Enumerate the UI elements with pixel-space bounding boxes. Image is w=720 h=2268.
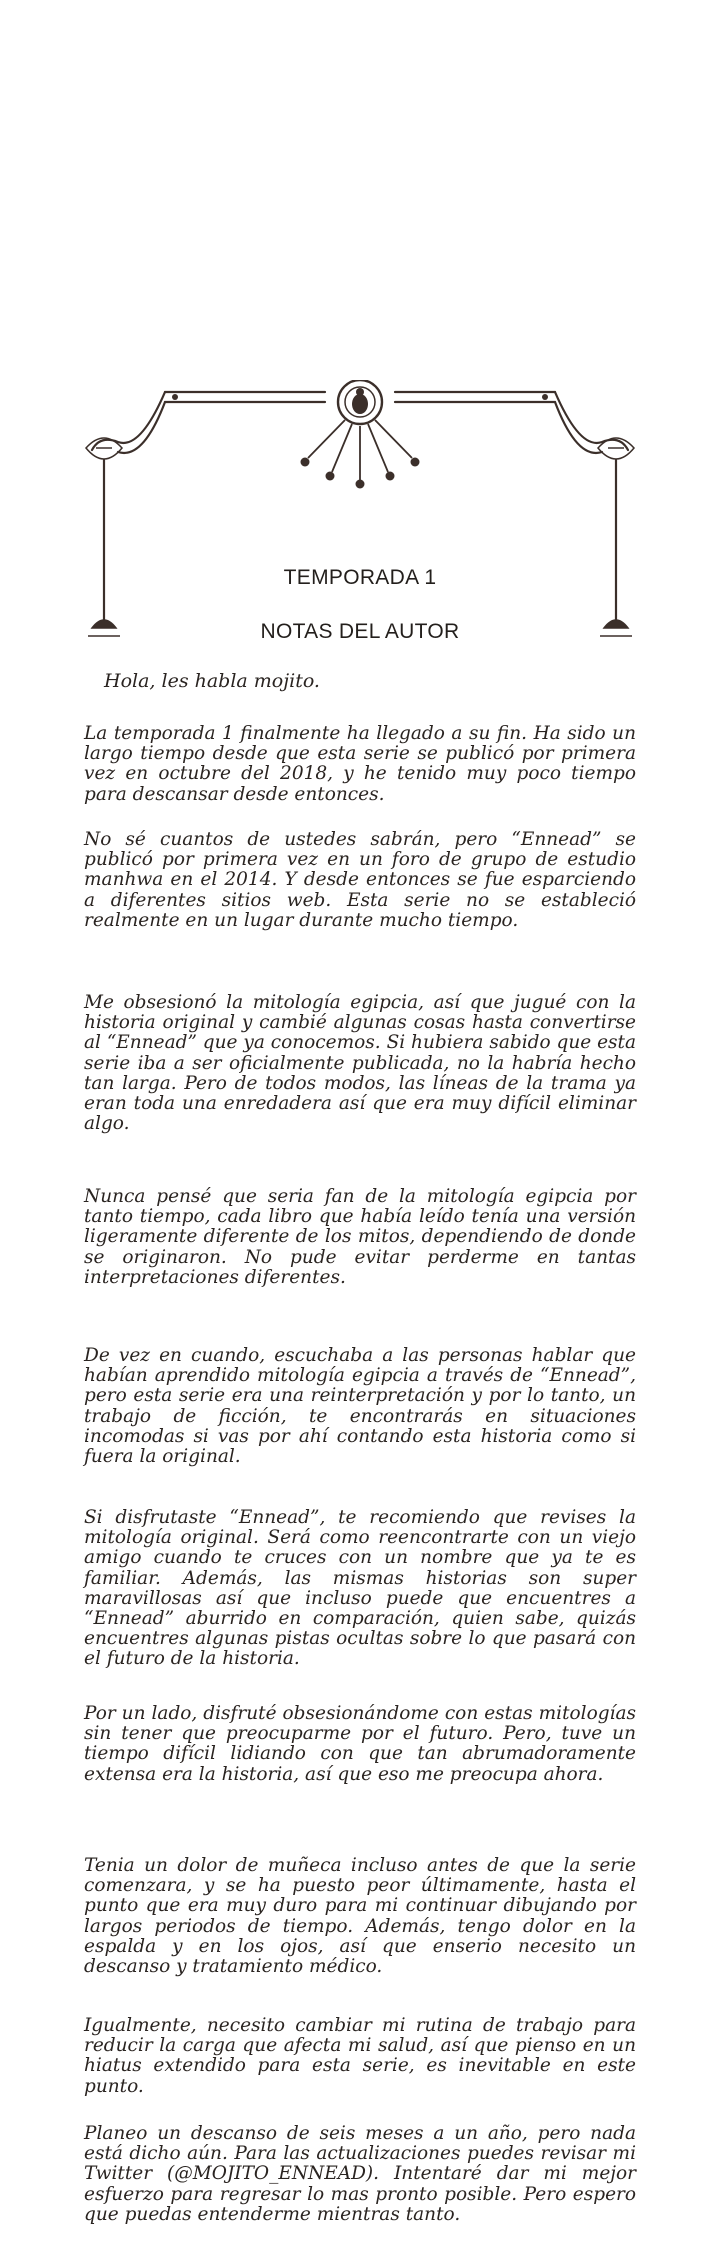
ornamental-frame bbox=[0, 380, 720, 650]
season-title: TEMPORADA 1 bbox=[283, 566, 437, 589]
paragraph-2: No sé cuantos de ustedes sabrán, pero “Ennead” se publicó por primera vez en un foro de grupo de estudio manhwa en el 2014. Y desde entonces se fue esparciendo a diferentes sitios web. Esta serie no se estableció realmente en un lugar durante mucho tiempo. bbox=[84, 829, 636, 931]
paragraph-4: Nunca pensé que seria fan de la mitología egipcia por tanto tiempo, cada libro que había leído tenía una versión ligeramente diferente de los mitos, dependiendo de donde se originaron. No pude evitar perderme en tantas interpretaciones diferentes. bbox=[84, 1186, 636, 1288]
paragraph-3: Me obsesionó la mitología egipcia, así que jugué con la historia original y cambié algunas cosas hasta convertirse al “Ennead” que ya conocemos. Si hubiera sabido que esta serie iba a ser oficialmente publicada, no la habría hecho tan larga. Pero de todos modos, las líneas de la trama ya eran toda una enredadera así que era muy difícil eliminar algo. bbox=[84, 992, 636, 1135]
sun-rays-icon bbox=[308, 420, 412, 480]
paragraph-10: Planeo un descanso de seis meses a un año, pero nada está dicho aún. Para las actualizaciones puedes revisar mi Twitter (@MOJITO_ENNEAD). Intentaré dar mi mejor esfuerzo para regresar lo mas pronto posible. Pero espero que puedas entenderme mientras tanto. bbox=[84, 2123, 636, 2225]
paragraph-6: Si disfrutaste “Ennead”, te recomiendo que revises la mitología original. Será como reencontrarte con un viejo amigo cuando te cruces con un nombre que ya te es familiar. Además, las mismas historias son super maravillosas así que incluso puede que encuentres a “Ennead” aburrido en comparación, quien sabe, quizás encuentres algunas pistas ocultas sobre lo que pasará con el futuro de la historia. bbox=[84, 1507, 636, 1670]
paragraph-9: Igualmente, necesito cambiar mi rutina de trabajo para reducir la carga que afecta mi salud, así que pienso en un hiatus extendido para esta serie, es inevitable en este punto. bbox=[84, 2015, 636, 2097]
scarab-medallion-icon bbox=[338, 380, 382, 424]
author-notes-title: NOTAS DEL AUTOR bbox=[260, 620, 460, 643]
paragraph-5: De vez en cuando, escuchaba a las personas hablar que habían aprendido mitología egipcia a través de “Ennead”, pero esta serie era una reinterpretación y por lo tanto, un trabajo de ficción, te encontrarás en situaciones incomodas si vas por ahí contando esta historia como si fuera la original. bbox=[84, 1345, 636, 1468]
paragraph-1: La temporada 1 finalmente ha llegado a su fin. Ha sido un largo tiempo desde que esta serie se publicó por primera vez en octubre del 2018, y he tenido muy poco tiempo para descansar desde entonces. bbox=[84, 723, 636, 805]
paragraph-7: Por un lado, disfruté obsesionándome con estas mitologías sin tener que preocuparme por el futuro. Pero, tuve un tiempo difícil lidiando con que tan abrumadoramente extensa era la historia, así que eso me preocupa ahora. bbox=[84, 1703, 636, 1785]
paragraph-8: Tenia un dolor de muñeca incluso antes de que la serie comenzara, y se ha puesto peor últimamente, hasta el punto que era muy duro para mi continuar dibujando por largos periodos de tiempo. Además, tengo dolor en la espalda y en los ojos, así que enserio necesito un descanso y tratamiento médico. bbox=[84, 1855, 636, 1978]
greeting-line: Hola, les habla mojito. bbox=[104, 670, 320, 692]
